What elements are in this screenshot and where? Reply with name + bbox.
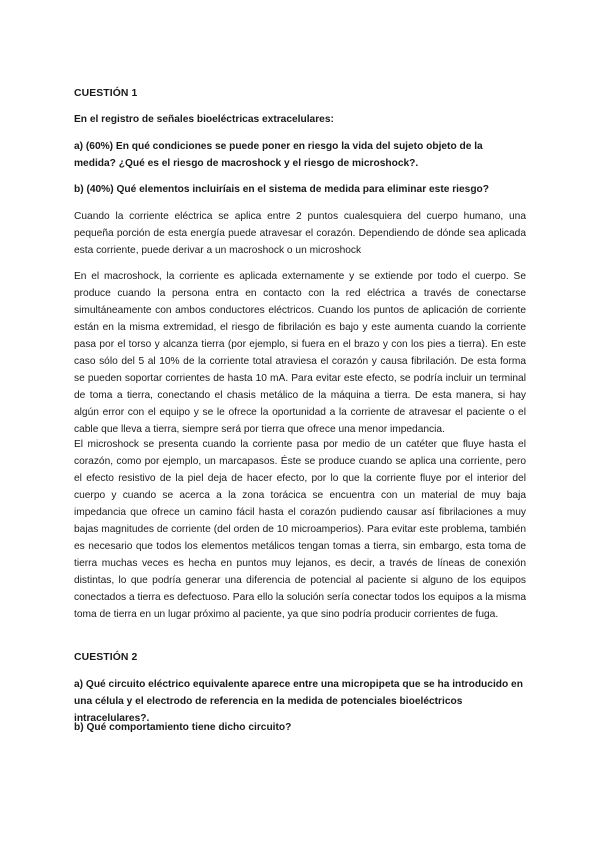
- cuestion-2-question-a: a) Qué circuito eléctrico equivalente aparece entre una micropipeta que se ha introducido en una célula y el electrodo de referencia en la medida de potenciales bioeléctricos intracelulares?.: [74, 679, 523, 724]
- answer-paragraph-3-microshock: El microshock se presenta cuando la corriente pasa por medio de un catéter que fluye hasta el corazón, como por ejemplo, un marcapasos. Éste se produce cuando se aplica una corriente, pero el efecto resistivo de la piel deja de hacer efecto, por lo que la corriente fluye por el interior del cuerpo y cuando se acerca a la zona torácica se encuentra con un material de muy baja impedancia que ofrece un camino fácil hasta el corazón pudiendo causar así fibrilaciones a muy bajas magnitudes de corriente (del orden de 10 microamperios). Para evitar este problema, también es necesario que todos los elementos metálicos tengan tomas a tierra, sin embargo, esta toma de tierra muchas veces es hecha en puntos muy lejanos, es decir, a través de líneas de conexión distintas, lo que podría generar una diferencia de potencial al paciente si alguno de los equipos conectados a tierra es defectuoso. Para ello la solución sería conectar todos los equipos a la misma toma de tierra en un lugar próximo al paciente, ya que sino podría producir corrientes de fuga.: [74, 439, 526, 620]
- answer-paragraph-1: Cuando la corriente eléctrica se aplica entre 2 puntos cualesquiera del cuerpo humano, una pequeña porción de esta energía puede atravesar el corazón. Dependiendo de dónde sea aplicada esta corriente, puede derivar a un macroshock o un microshock: [74, 211, 526, 256]
- cuestion-2-heading: CUESTIÓN 2: [74, 652, 138, 663]
- cuestion-1-question-b: b) (40%) Qué elementos incluiríais en el sistema de medida para eliminar este riesgo?: [74, 184, 490, 195]
- answer-paragraph-2-macroshock: En el macroshock, la corriente es aplicada externamente y se extiende por todo el cuerpo. Se produce cuando la persona entra en contacto con la red eléctrica a través de conectarse simultáneamente con ambos conductores eléctricos. Cuando los puntos de aplicación de corriente están en la misma extremidad, el riesgo de fibrilación es bajo y este aumenta cuando la corriente pasa por el torso y alcanza tierra (por ejemplo, si fuera en el brazo y con los pies a tierra). En este caso sólo del 5 al 10% de la corriente total atraviesa el corazón y causa fibrilación. De esta forma se pueden soportar corrientes de hasta 10 mA. Para evitar este efecto, se podría incluir un terminal de toma a tierra, conectando el chasis metálico de la máquina a tierra. De esta manera, si hay algún error con el equipo y se le ofrece la oportunidad a la corriente de atravesar el paciente o el cable que lleva a tierra, siempre será por tierra que ofrece una menor impedancia.: [74, 271, 526, 435]
- cuestion-1-intro: En el registro de señales bioeléctricas extracelulares:: [74, 114, 334, 125]
- cuestion-1-heading: CUESTIÓN 1: [74, 88, 138, 99]
- cuestion-2-question-b: b) Qué comportamiento tiene dicho circuito?: [74, 722, 292, 733]
- cuestion-1-question-a: a) (60%) En qué condiciones se puede poner en riesgo la vida del sujeto objeto de la medida? ¿Qué es el riesgo de macroshock y el riesgo de microshock?.: [74, 141, 483, 169]
